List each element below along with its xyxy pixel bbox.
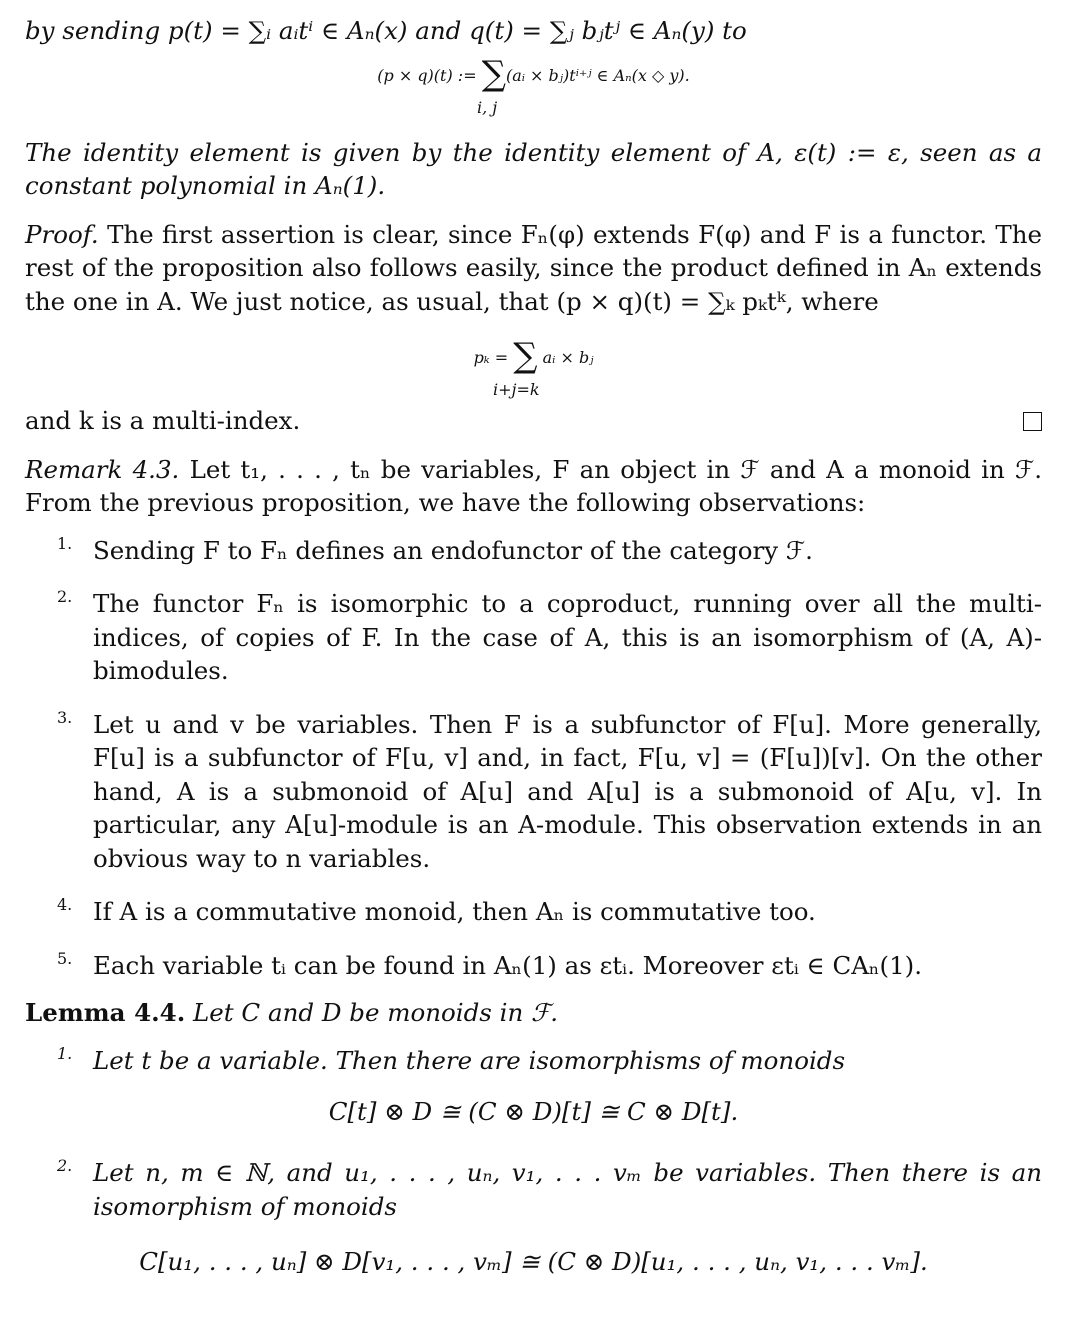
proof-end-line <box>25 404 1042 438</box>
remark-item-2: 2. The functor Fₙ is isomorphic to a coproduct, running over all the multi-indices, of copies of F. In the case of A, this is an isomorphism of (A, A)-bimodules. <box>57 587 1042 685</box>
lemma-item-2: 2. Let n, m ∈ ℕ, and u₁, . . . , uₙ, v₁, . . . vₘ be variables. Then there is an isomorphism of monoids <box>57 1156 1042 1221</box>
remark-item-5: 5. Each variable tᵢ can be found in Aₙ(1) as εtᵢ. Moreover εtᵢ ∈ CAₙ(1). <box>57 948 923 980</box>
paper-page <box>25 14 1042 1278</box>
remark-item-1: 1. Sending F to Fₙ defines an endofunctor of the category ℱ. <box>57 533 813 565</box>
qed-box-icon <box>1023 412 1042 431</box>
isomorphism-equation-1: C[t] ⊗ D ≅ (C ⊗ D)[t] ≅ C ⊗ D[t]. <box>328 1097 739 1126</box>
proof-text: The first assertion is clear, since Fₙ(φ) extends F(φ) and F is a functor. The rest of the proposition also follows easily, since the product defined in Aₙ extends the one in A. We just notice, as usual, that (p × q)(t) = ∑ₖ pₖtᵏ, where <box>25 219 1042 316</box>
isomorphism-equation-2: C[u₁, . . . , uₙ] ⊗ D[v₁, . . . , vₘ] ≅ (C ⊗ D)[u₁, . . . , uₙ, v₁, . . . vₘ]. <box>139 1247 928 1276</box>
proof-paragraph <box>25 218 1042 319</box>
remark-item-3: 3. Let u and v be variables. Then F is a subfunctor of F[u]. More generally, F[u] is a subfunctor of F[u, v] and, in fact, F[u, v] = (F[u])[v]. On the other hand, A is a submonoid of A[u] and A[u] is a submonoid of A[u, v]. In particular, any A[u]-module is an A-module. This observation extends in an obvious way to n variables. <box>57 707 1042 873</box>
product-equation-left: (p × q)(t) := <box>377 65 477 85</box>
sum-subscript: i, j <box>477 97 498 117</box>
sum-symbol-2: ∑ <box>513 336 538 376</box>
coefficient-equation <box>25 318 1042 404</box>
proof-end-text: and k is a multi-index. <box>25 406 301 435</box>
sum-symbol: ∑ <box>481 53 506 94</box>
remark-paragraph <box>25 453 1042 520</box>
remark-intro: Let t₁, . . . , tₙ be variables, F an object in ℱ and A a monoid in ℱ. From the previous proposition, we have the following observations: <box>25 454 1043 517</box>
sum-subscript-2: i+j=k <box>493 380 540 399</box>
identity-element-text: The identity element is given by the identity element of A, ε(t) := ε, seen as a constant polynomial in Aₙ(1). <box>25 137 1042 200</box>
coefficient-equation-right: aᵢ × bⱼ <box>542 348 594 367</box>
remark-item-4: 4. If A is a commutative monoid, then Aₙ is commutative too. <box>57 895 816 926</box>
coefficient-equation-left: pₖ = <box>473 348 509 367</box>
remark-label: Remark 4.3. <box>25 454 180 484</box>
lemma-intro: Let C and D be monoids in ℱ. <box>193 998 559 1027</box>
product-equation-right: (aᵢ × bⱼ)tⁱ⁺ʲ ∈ Aₙ(x ◇ y). <box>505 65 690 85</box>
product-equation <box>25 48 1042 126</box>
proof-label: Proof. <box>25 219 99 249</box>
lemma-paragraph <box>25 996 1042 1030</box>
lemma-item-1: 1. Let t be a variable. Then there are isomorphisms of monoids <box>57 1043 846 1075</box>
intro-line: by sending p(t) = ∑ᵢ aᵢtⁱ ∈ Aₙ(x) and q(t) = ∑ⱼ bⱼtʲ ∈ Aₙ(y) to <box>25 16 747 45</box>
lemma-label: Lemma 4.4. <box>25 998 186 1027</box>
